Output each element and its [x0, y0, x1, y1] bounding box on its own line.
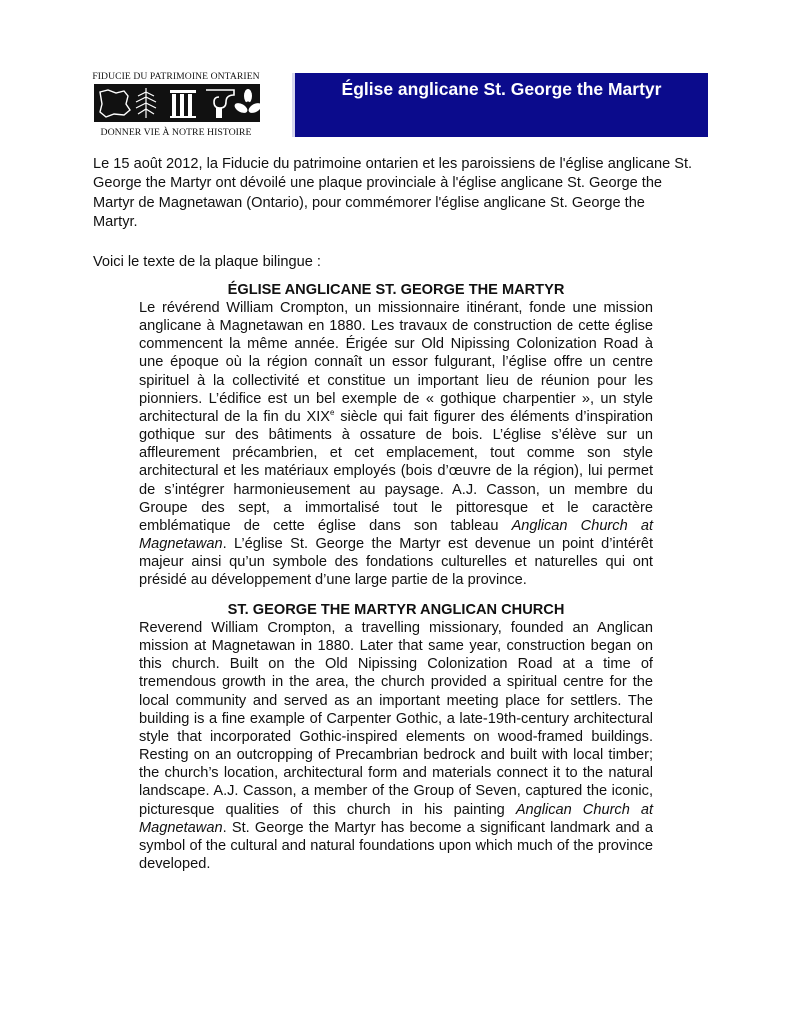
plaque-text-english: [139, 601, 653, 873]
plaque-french-part-2: siècle qui fait figurer des éléments d’inspiration gothique sur des bâtiments à ossature de bois. L’église s’élève sur un affleurement précambrien, et cet emplacement, tout comme son style architectural et les matériaux employés (bois d’œuvre de la région), lui permet de s’intégrer harmonieusement au paysage. A.J. Casson, un membre du Groupe des sept, a immortalisé tout le pittoresque et le caractère emblématique de cette église dans son tableau: [139, 408, 653, 534]
plaque-french-part-3: . L’église St. George the Martyr est devenue un point d’intérêt majeur ainsi qu’un symbole des fondations culturelles et naturelles qui ont présidé au développement d’une large partie de la province.: [139, 536, 653, 589]
intro-section: [93, 155, 693, 272]
plaque-heading-english: ST. GEORGE THE MARTYR ANGLICAN CHURCH: [227, 602, 565, 618]
intro-paragraph: Le 15 août 2012, la Fiducie du patrimoine ontarien et les paroissiens de l'église anglicane St. George the Martyr ont dévoilé une plaque provinciale à l'église anglicane St. George the Martyr de Magnetawan (Ontario), pour commémorer l'église anglicane St. George the Martyr.: [93, 156, 693, 231]
plaque-body-english: [139, 619, 653, 873]
page-title: Église anglicane St. George the Martyr: [341, 79, 662, 99]
heritage-trust-logo: [92, 72, 260, 140]
title-banner: [292, 73, 708, 137]
logo-tagline: DONNER VIE À NOTRE HISTOIRE: [100, 127, 252, 138]
plaque-intro-text: Voici le texte de la plaque bilingue :: [93, 253, 321, 270]
painting-title-english: Anglican Church at Magnetawan: [139, 801, 654, 836]
plaque-english-part-2: . St. George the Martyr has become a significant landmark and a symbol of the cultural and natural foundations upon which much of the province developed.: [139, 819, 653, 873]
plaque-french-part-1: Le révérend William Crompton, un missionnaire itinérant, fonde une mission anglicane à Magnetawan en 1880. Les travaux de construction de cette église commencent la même année. Érigée sur Old Nipissing Colonization Road à une époque où la région connaît un essor fulgurant, l’église offre un centre spirituel à la collectivité et constitue un important lieu de réunion pour les pionniers. L’édifice est un bel exemple de « gothique charpentier », un style architectural de la fin du XIX: [139, 300, 653, 425]
logo-organization-name: FIDUCIE DU PATRIMOINE ONTARIEN: [92, 71, 260, 82]
plaque-heading-french: ÉGLISE ANGLICANE ST. GEORGE THE MARTYR: [227, 282, 565, 298]
plaque-body-french: [139, 299, 653, 590]
plaque-english-part-1: Reverend William Crompton, a travelling missionary, founded an Anglican mission at Magnetawan in 1880. Later that same year, construction began on this church. Built on the Old Nipissing Colonization Road at a time of tremendous growth in the area, the church provided a spiritual centre for the local community and served as an important meeting place for settlers. The building is a fine example of Carpenter Gothic, a late-19th-century architectural style that incorporated Gothic-inspired elements on wood-framed buildings. Resting on an outcropping of Precambrian bedrock and built with local timber; the church’s location, architectural form and materials connect it to the natural landscape. A.J. Casson, a member of the Group of Seven, captured the iconic, picturesque qualities of this church in his painting: [139, 620, 653, 818]
plaque-text-french: [139, 281, 653, 590]
superscript-e: e: [330, 407, 335, 417]
ontario-heritage-trust-logo-icon: [94, 84, 260, 122]
painting-title-french: Anglican Church at Magnetawan: [139, 517, 653, 553]
